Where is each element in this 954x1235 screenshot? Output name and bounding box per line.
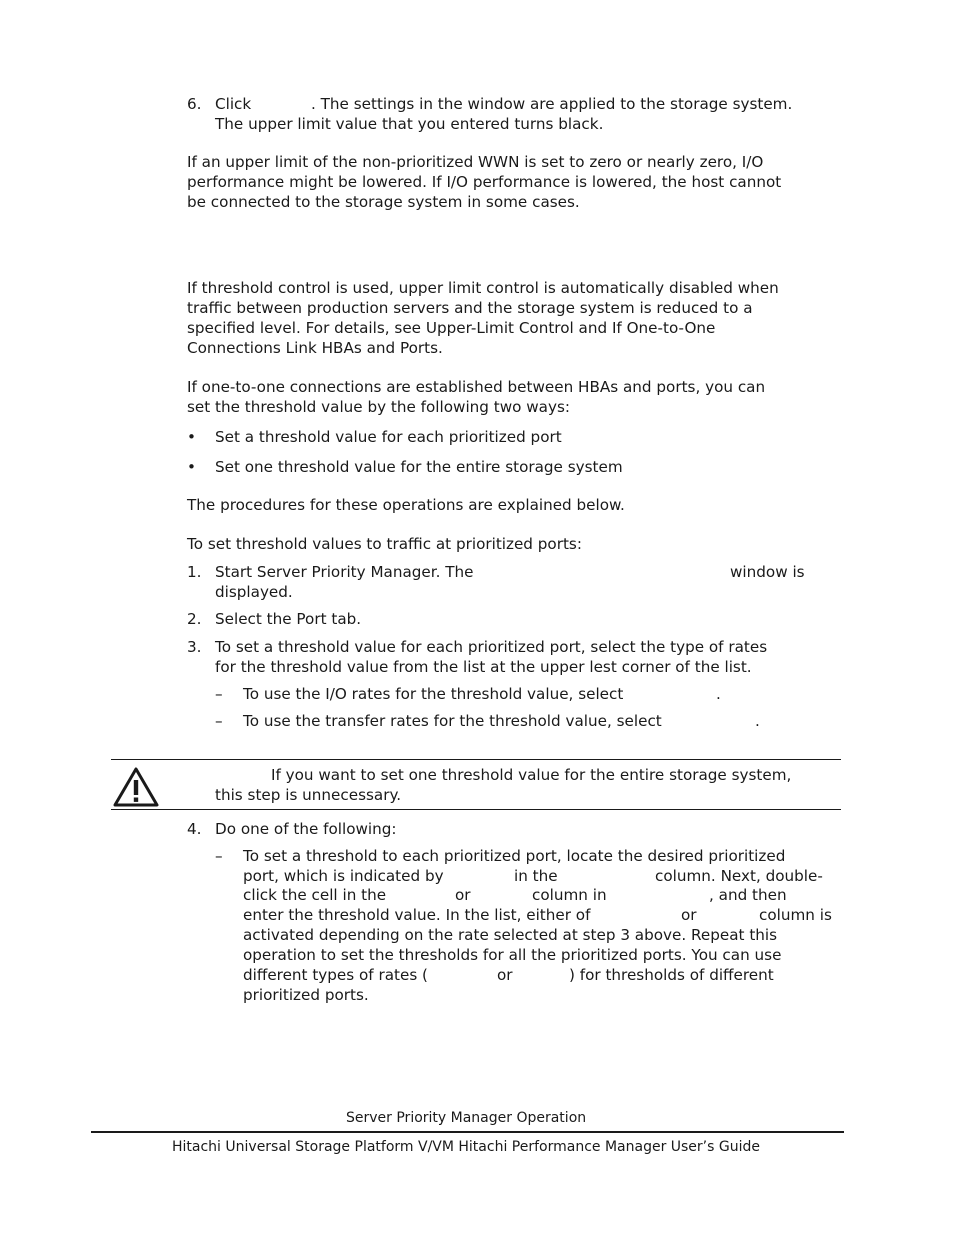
paragraph-line: be connected to the storage system in some cases. xyxy=(187,193,580,211)
sub-item: To set a threshold to each prioritized port, locate the desired prioritized xyxy=(243,847,786,865)
sub-dash: – xyxy=(215,685,223,703)
sub-item: column. Next, double- xyxy=(655,867,823,885)
step-3-text: To set a threshold value for each prioritized port, select the type of rates xyxy=(215,638,768,656)
paragraph-line: set the threshold value by the following two ways: xyxy=(187,398,571,416)
note-text: this step is unnecessary. xyxy=(215,786,402,804)
paragraph-line: If an upper limit of the non-prioritized WWN is set to zero or nearly zero, I/O xyxy=(187,153,764,171)
note-bottom-rule xyxy=(111,809,841,810)
sub-dash: – xyxy=(215,847,223,865)
step-3-number: 3. xyxy=(187,638,202,656)
step-6-text: . The settings in the window are applied to the storage system. xyxy=(311,95,793,113)
sub-dash: – xyxy=(215,712,223,730)
paragraph-line: specified level. For details, see Upper-Limit Control and If One-to-One xyxy=(187,319,716,337)
note-text: If you want to set one threshold value for the entire storage system, xyxy=(271,766,792,784)
step-4-number: 4. xyxy=(187,820,202,838)
paragraph-line: The procedures for these operations are explained below. xyxy=(187,496,625,514)
footer-guide-title: Hitachi Universal Storage Platform V/VM Hitachi Performance Manager User’s Guide xyxy=(172,1139,760,1155)
sub-item: enter the threshold value. In the list, either of xyxy=(243,906,591,924)
note-top-rule xyxy=(111,759,841,760)
sub-item: activated depending on the rate selected at step 3 above. Repeat this xyxy=(243,926,778,944)
bullet-item: Set one threshold value for the entire storage system xyxy=(215,458,623,476)
sub-item: column in xyxy=(532,886,607,904)
bullet-item: Set a threshold value for each prioritized port xyxy=(215,428,562,446)
sub-item: To use the I/O rates for the threshold value, select xyxy=(243,685,624,703)
step-2-text: Select the Port tab. xyxy=(215,610,362,628)
sub-item: port, which is indicated by xyxy=(243,867,444,885)
sub-item: or xyxy=(455,886,471,904)
sub-item: or xyxy=(497,966,513,984)
sub-item: or xyxy=(681,906,697,924)
step-1-text: Start Server Priority Manager. The xyxy=(215,563,474,581)
paragraph-line: performance might be lowered. If I/O performance is lowered, the host cannot xyxy=(187,173,782,191)
sub-item: different types of rates ( xyxy=(243,966,428,984)
paragraph-line: If threshold control is used, upper limit control is automatically disabled when xyxy=(187,279,779,297)
sub-item-period: . xyxy=(716,685,721,703)
paragraph-line: traffic between production servers and the storage system is reduced to a xyxy=(187,299,753,317)
paragraph-line: Connections Link HBAs and Ports. xyxy=(187,339,443,357)
sub-item: in the xyxy=(514,867,558,885)
footer-section-title: Server Priority Manager Operation xyxy=(346,1110,587,1126)
paragraph-line: If one-to-one connections are established between HBAs and ports, you can xyxy=(187,378,766,396)
sub-item: , and then xyxy=(709,886,787,904)
step-3-text: for the threshold value from the list at the upper lest corner of the list. xyxy=(215,658,752,676)
sub-item-period: . xyxy=(755,712,760,730)
step-4-text: Do one of the following: xyxy=(215,820,397,838)
bullet-glyph: • xyxy=(187,458,196,476)
sub-item: operation to set the thresholds for all the prioritized ports. You can use xyxy=(243,946,782,964)
sub-item: column is xyxy=(759,906,832,924)
step-6-number: 6. xyxy=(187,95,202,113)
step-1-text: displayed. xyxy=(215,583,293,601)
sub-item: ) for thresholds of different xyxy=(569,966,774,984)
step-6-text: Click xyxy=(215,95,252,113)
paragraph-line: To set threshold values to traffic at prioritized ports: xyxy=(187,535,582,553)
sub-item: prioritized ports. xyxy=(243,986,369,1004)
bullet-glyph: • xyxy=(187,428,196,446)
step-1-text: window is xyxy=(730,563,805,581)
step-2-number: 2. xyxy=(187,610,202,628)
step-6-text: The upper limit value that you entered turns black. xyxy=(215,115,604,133)
sub-item: click the cell in the xyxy=(243,886,387,904)
caution-icon xyxy=(112,766,160,808)
step-1-number: 1. xyxy=(187,563,202,581)
footer-rule xyxy=(91,1131,844,1133)
sub-item: To use the transfer rates for the threshold value, select xyxy=(243,712,662,730)
